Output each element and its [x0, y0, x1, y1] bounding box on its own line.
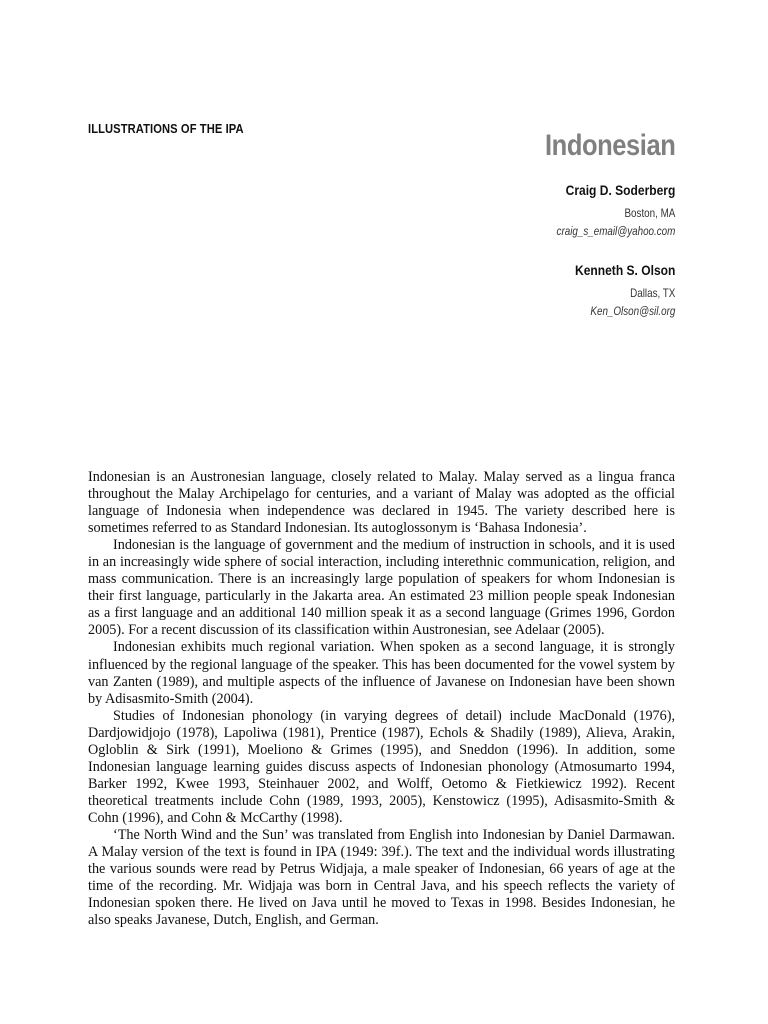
author-email: Ken_Olson@sil.org	[590, 304, 675, 318]
author-email: craig_s_email@yahoo.com	[556, 224, 675, 238]
paragraph: ‘The North Wind and the Sun’ was translated from English into Indonesian by Daniel Darmawan. A Malay version of the text is found in IPA (1949: 39f.). The text and the individual words illustrating the various sounds were read by Petrus Widjaja, a male speaker of Indonesian, 66 years of age at the time of the recording. Mr. Widjaja was born in Central Java, and his speech reflects the variety of Indonesian spoken there. He lived on Java until he moved to Texas in 1998. Besides Indonesian, he also speaks Javanese, Dutch, English, and German.	[88, 826, 675, 929]
author-city: Dallas, TX	[629, 286, 675, 300]
article-body	[88, 469, 675, 929]
author-block	[522, 260, 675, 320]
author-name: Craig D. Soderberg	[565, 182, 675, 198]
paragraph: Studies of Indonesian phonology (in varying degrees of detail) include MacDonald (1976), Dardjowidjojo (1978), Lapoliwa (1981), Prentice (1987), Echols & Shadily (1989), Alieva, Arakin, Ogloblin & Sirk (1991), Moeliono & Grimes (1995), and Sneddon (1996). In addition, some Indonesian language learning guides discuss aspects of Indonesian phonology (Atmosumarto 1994, Barker 1992, Kwee 1993, Steinhauer 2002, and Wolff, Oetomo & Fietkiewicz 1992). Recent theoretical treatments include Cohn (1989, 1993, 2005), Kenstowicz (1995), Adisasmito-Smith & Cohn (1996), and Cohn & McCarthy (1998).	[88, 707, 675, 826]
paragraph: Indonesian is an Austronesian language, closely related to Malay. Malay served as a lingua franca throughout the Malay Archipelago for centuries, and a variant of Malay was adopted as the official language of Indonesia when independence was declared in 1945. The variety described here is sometimes referred to as Standard Indonesian. Its autoglossonym is ‘Bahasa Indonesia’.	[88, 469, 675, 537]
author-block	[522, 180, 675, 240]
paragraph: Indonesian exhibits much regional variation. When spoken as a second language, it is strongly influenced by the regional language of the speaker. This has been documented for the vowel system by van Zanten (1989), and multiple aspects of the influence of Javanese on Indonesian have been shown by Adisasmito-Smith (2004).	[88, 639, 675, 707]
article-title: Indonesian	[544, 129, 675, 162]
author-city: Boston, MA	[624, 206, 675, 220]
paragraph: Indonesian is the language of government and the medium of instruction in schools, and it is used in an increasingly wide sphere of social interaction, including interethnic communication, religion, and mass communication. There is an increasingly large population of speakers for whom Indonesian is their first language, particularly in the Jakarta area. An estimated 23 million people speak Indonesian as a first language and an additional 140 million speak it as a second language (Grimes 1996, Gordon 2005). For a recent discussion of its classification within Austronesian, see Adelaar (2005).	[88, 537, 675, 639]
article-header	[522, 126, 675, 340]
author-name: Kenneth S. Olson	[574, 262, 675, 278]
section-label: ILLUSTRATIONS OF THE IPA	[88, 121, 244, 136]
